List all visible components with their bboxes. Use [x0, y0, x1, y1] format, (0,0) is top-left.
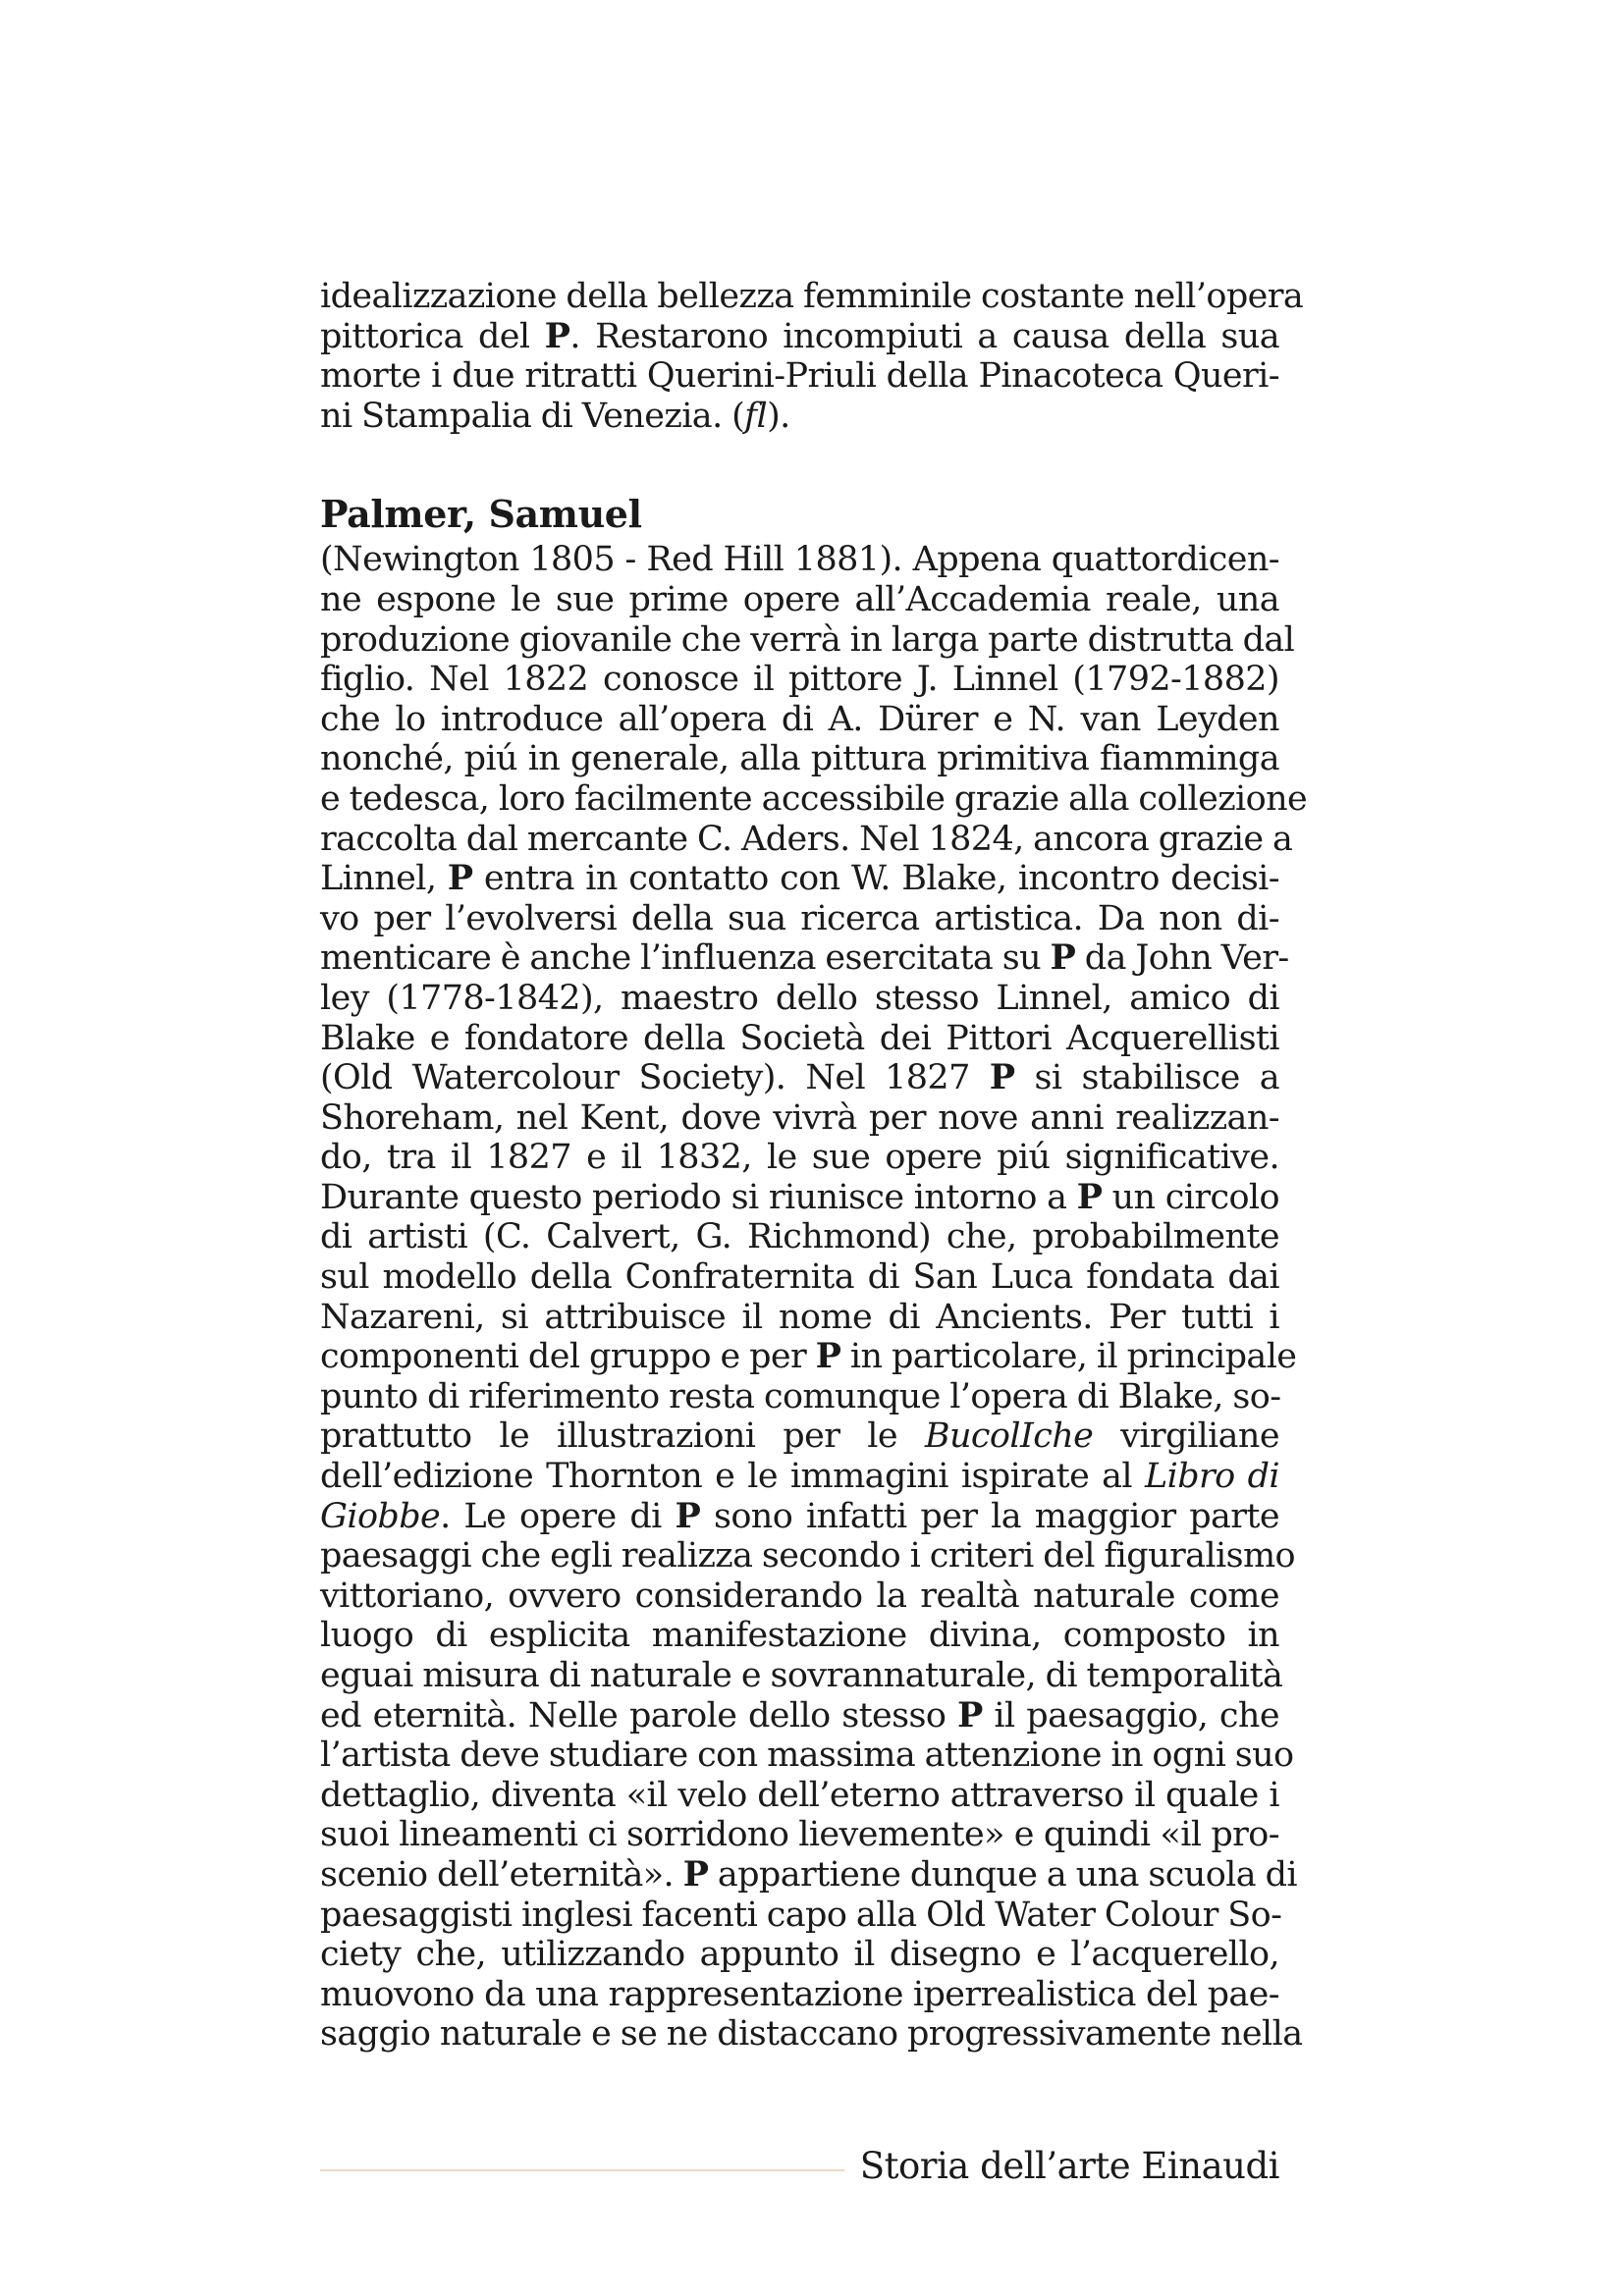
- bold-abbreviation: P: [815, 1336, 841, 1377]
- text-run: sono infatti per la maggior parte: [700, 1496, 1279, 1536]
- text-run: produzione giovanile che verrà in larga parte distrutta dal: [320, 619, 1295, 660]
- text-run: entra in contatto con W. Blake, incontro decisi-: [472, 859, 1279, 899]
- text-line: [320, 1536, 1296, 1576]
- text-run: il paesaggio, che: [982, 1695, 1279, 1735]
- text-run: nonché, piú in generale, alla pittura primitiva fiamminga: [320, 739, 1279, 779]
- text-run: virgiliane: [1093, 1416, 1279, 1457]
- text-run: in particolare, il principale: [840, 1337, 1297, 1377]
- text-run: Blake e fondatore della Società dei Pittori Acquerellisti: [320, 1018, 1279, 1058]
- text-run: pittorica del: [320, 316, 545, 356]
- italic-text: Giobbe: [320, 1496, 441, 1536]
- text-line: [320, 1178, 1279, 1218]
- italic-text: fl: [744, 396, 768, 436]
- text-line: [320, 619, 1295, 661]
- footer-title: Storia dell’arte Einaudi: [859, 2145, 1279, 2187]
- text-line: [320, 859, 1279, 899]
- text-run: idealizzazione della bellezza femminile costante nell’opera: [320, 277, 1304, 316]
- text-run: vittoriano, ovvero considerando la realtà naturale come: [320, 1575, 1279, 1616]
- text-line: [320, 1735, 1294, 1776]
- previous-entry-continuation: [320, 277, 1304, 436]
- italic-text: BucolIche: [924, 1416, 1094, 1457]
- text-line: [320, 1616, 1279, 1656]
- text-run: muovono da una rappresentazione iperrealistica del pae-: [320, 1974, 1279, 2014]
- bold-abbreviation: P: [447, 858, 473, 899]
- text-line: [320, 778, 1308, 820]
- text-run: paesaggi che egli realizza secondo i criteri del figuralismo: [320, 1536, 1296, 1576]
- text-line: [320, 1853, 1297, 1896]
- italic-text: Libro di: [1144, 1457, 1279, 1497]
- text-run: componenti del gruppo e per: [320, 1337, 816, 1377]
- text-run: ).: [767, 396, 790, 436]
- text-run: (Old Watercolour Society). Nel 1827: [320, 1058, 990, 1098]
- entry-body: [320, 540, 1308, 2055]
- text-run: . Restarono incompiuti a causa della sua: [569, 316, 1280, 356]
- text-line: [320, 739, 1279, 779]
- text-line: [320, 1776, 1279, 1816]
- bold-abbreviation: P: [989, 1057, 1015, 1098]
- text-line: [320, 1058, 1279, 1098]
- text-run: ni Stampalia di Venezia. (: [320, 396, 745, 436]
- text-run: ne espone le sue prime opere all’Accademia reale, una: [320, 579, 1279, 619]
- text-line: [320, 1298, 1279, 1338]
- text-line: [320, 2014, 1303, 2055]
- text-run: saggio naturale e se ne distaccano progressivamente nella: [320, 2014, 1303, 2055]
- text-line: [320, 1098, 1279, 1139]
- text-run: un circolo: [1102, 1177, 1279, 1217]
- text-line: [320, 1935, 1279, 1975]
- bold-abbreviation: P: [1050, 937, 1076, 979]
- text-line: [320, 979, 1279, 1019]
- text-column: [320, 277, 1308, 2055]
- text-line: [320, 660, 1279, 700]
- text-line: [320, 1217, 1279, 1257]
- text-run: ed eternità. Nelle parole dello stesso: [320, 1695, 958, 1735]
- text-line: [320, 899, 1279, 939]
- text-run: si stabilisce a: [1014, 1058, 1279, 1098]
- text-run: figlio. Nel 1822 conosce il pittore J. Linnel (1792-1882): [320, 660, 1279, 700]
- entry-heading: Palmer, Samuel: [320, 492, 642, 537]
- text-line: [320, 580, 1279, 620]
- text-run: ley (1778-1842), maestro dello stesso Linnel, amico di: [320, 978, 1279, 1018]
- text-line: [320, 819, 1293, 860]
- text-line: [320, 397, 1279, 437]
- bold-abbreviation: P: [957, 1694, 983, 1735]
- text-line: [320, 1656, 1283, 1696]
- text-run: suoi lineamenti ci sorridono lievemente» e quindi «il pro-: [320, 1815, 1279, 1855]
- bold-abbreviation: P: [675, 1495, 701, 1536]
- text-run: appartiene dunque a una scuola di: [708, 1854, 1297, 1895]
- text-run: morte i due ritratti Querini-Priuli della Pinacoteca Queri-: [320, 356, 1279, 397]
- text-run: prattutto le illustrazioni per le: [320, 1416, 925, 1457]
- text-line: [320, 700, 1279, 740]
- text-run: di artisti (C. Calvert, G. Richmond) che, probabilmente: [320, 1217, 1279, 1257]
- text-run: Durante questo periodo si riunisce intorno a: [320, 1177, 1077, 1217]
- text-line: [320, 1377, 1279, 1417]
- text-line: [320, 1138, 1279, 1178]
- text-line: [320, 1576, 1279, 1617]
- text-run: sul modello della Confraternita di San Luca fondata dai: [320, 1257, 1279, 1298]
- text-line: [320, 1336, 1297, 1377]
- text-run: punto di riferimento resta comunque l’opera di Blake, so-: [320, 1376, 1281, 1416]
- bold-abbreviation: P: [682, 1853, 709, 1895]
- text-line: [320, 1257, 1279, 1298]
- text-run: menticare è anche l’influenza esercitata su: [320, 938, 1051, 979]
- text-line: [320, 1457, 1279, 1497]
- text-line: [320, 937, 1289, 979]
- text-run: dettaglio, diventa «il velo dell’eterno attraverso il quale i: [320, 1775, 1279, 1815]
- text-run: che lo introduce all’opera di A. Dürer e N. van Leyden: [320, 699, 1279, 739]
- footer-rule: [320, 2169, 844, 2171]
- page-footer: [320, 2142, 1279, 2191]
- text-run: e tedesca, loro facilmente accessibile grazie alla collezione: [320, 778, 1308, 819]
- bold-abbreviation: P: [1076, 1176, 1103, 1217]
- text-line: [320, 277, 1304, 317]
- text-line: [320, 1975, 1279, 2015]
- text-line: [320, 1416, 1279, 1457]
- text-line: [320, 317, 1279, 357]
- text-run: eguai misura di naturale e sovrannaturale, di temporalità: [320, 1656, 1283, 1695]
- text-run: luogo di esplicita manifestazione divina, composto in: [320, 1616, 1279, 1656]
- text-run: da John Ver-: [1075, 938, 1289, 979]
- text-run: Shoreham, nel Kent, dove vivrà per nove anni realizzan-: [320, 1097, 1279, 1138]
- text-line: [320, 356, 1279, 397]
- text-run: paesaggisti inglesi facenti capo alla Old Water Colour So-: [320, 1895, 1282, 1935]
- text-run: (Newington 1805 - Red Hill 1881). Appena quattordicen-: [320, 540, 1279, 580]
- text-run: dell’edizione Thornton e le immagini ispirate al: [320, 1457, 1145, 1497]
- text-run: Linnel,: [320, 859, 448, 899]
- text-run: Nazareni, si attribuisce il nome di Ancients. Per tutti i: [320, 1297, 1279, 1337]
- bold-abbreviation: P: [544, 315, 570, 356]
- text-line: [320, 1815, 1279, 1855]
- text-run: ciety che, utilizzando appunto il disegno e l’acquerello,: [320, 1935, 1279, 1975]
- text-run: l’artista deve studiare con massima attenzione in ogni suo: [320, 1735, 1294, 1776]
- text-line: [320, 1895, 1282, 1936]
- text-line: [320, 540, 1279, 580]
- text-line: [320, 1696, 1279, 1736]
- text-line: [320, 1497, 1279, 1537]
- text-run: scenio dell’eternità».: [320, 1854, 683, 1895]
- entry-spacer: [320, 436, 1279, 489]
- text-line: [320, 1019, 1279, 1059]
- text-run: do, tra il 1827 e il 1832, le sue opere piú significative.: [320, 1138, 1279, 1178]
- text-run: raccolta dal mercante C. Aders. Nel 1824, ancora grazie a: [320, 819, 1293, 859]
- text-run: vo per l’evolversi della sua ricerca artistica. Da non di-: [320, 898, 1279, 938]
- text-run: . Le opere di: [440, 1496, 676, 1536]
